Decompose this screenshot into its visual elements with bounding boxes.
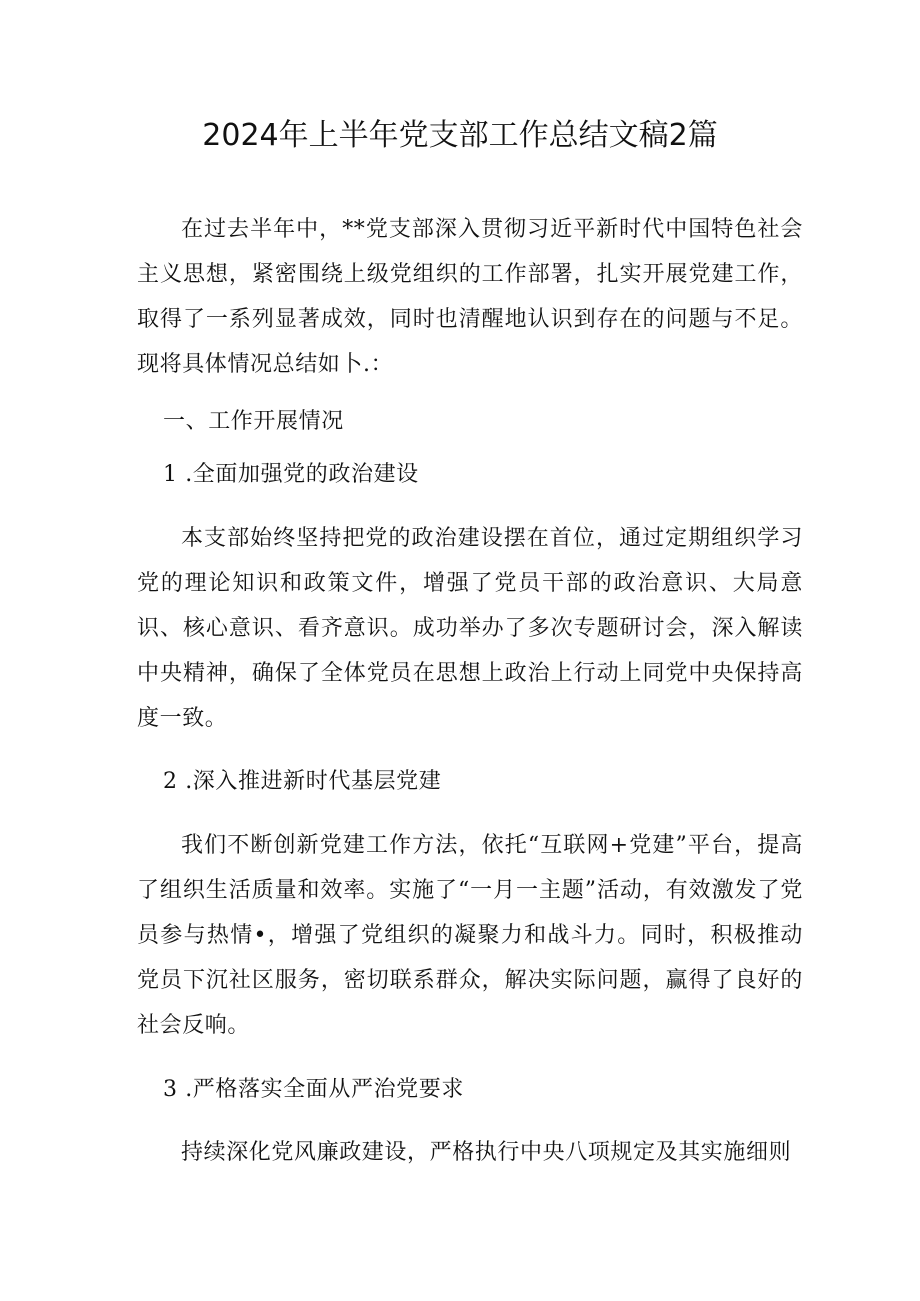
item-paragraph-1: 本支部始终坚持把党的政治建设摆在首位，通过定期组织学习党的理论知识和政策文件，增强了党员干部的政治意识、大局意识、核心意识、看齐意识。成功举办了多次专题研讨会，深入解读中央精神，确保了全体党员在思想上政治上行动上同党中央保持高度一致。 [137,526,803,731]
section-heading: 一、工作开展情况 [163,409,344,434]
item-paragraph-2: 我们不断创新党建工作方法，依托“互联网+党建”平台，提高了组织生活质量和效率。实施了“一月一主题”活动，有效激发了党员参与热情•，增强了党组织的凝聚力和战斗力。同时，积极推动党员下沉社区服务，密切联系群众，解决实际问题，赢得了良好的社会反响。 [137,833,803,1038]
document-title: 2024年上半年党支部工作总结文稿2篇 [202,118,718,153]
item-heading-3: 3 .严格落实全面从严治党要求 [163,1077,464,1102]
item-heading-2: 2 .深入推进新时代基层党建 [163,769,442,794]
intro-paragraph: 在过去半年中，**党支部深入贯彻习近平新时代中国特色社会主义思想，紧密围绕上级党组织的工作部署，扎实开展党建工作，取得了一系列显著成效，同时也清醒地认识到存在的问题与不足。现将具体情况总结如卜.： [137,217,803,377]
item-heading-1: 1 .全面加强党的政治建设 [163,462,419,487]
item-paragraph-3: 持续深化党风廉政建设，严格执行中央八项规定及其实施细则 [181,1140,792,1165]
